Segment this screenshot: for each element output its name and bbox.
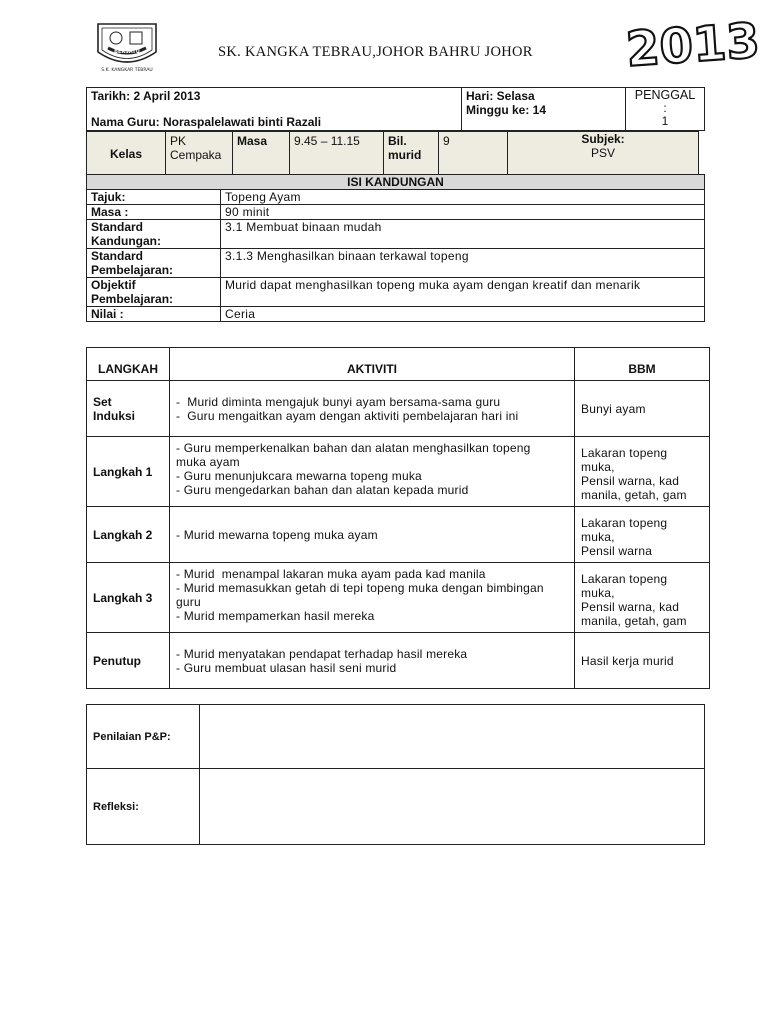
tajuk-label: Tajuk: bbox=[87, 190, 221, 205]
step-label: Langkah 2 bbox=[87, 507, 170, 563]
penilaian-table bbox=[86, 704, 705, 845]
activity-cell bbox=[170, 381, 575, 437]
school-logo bbox=[92, 18, 162, 74]
langkah-header: LANGKAH bbox=[87, 348, 170, 381]
bbm-text: Hasil kerja murid bbox=[575, 633, 710, 689]
penilaian-field[interactable] bbox=[200, 705, 705, 769]
table-row bbox=[87, 437, 710, 507]
refleksi-label: Refleksi: bbox=[87, 769, 200, 845]
standard-kandungan-label: Standard Kandungan: bbox=[87, 220, 221, 249]
refleksi-field[interactable] bbox=[200, 769, 705, 845]
isi-kandungan-table bbox=[86, 174, 705, 322]
activity-cell bbox=[170, 563, 575, 633]
svg-text:2013: 2013 bbox=[624, 12, 762, 78]
standard-pembelajaran-label: Standard Pembelajaran: bbox=[87, 249, 221, 278]
activity-text: - Murid menampal lakaran muka ayam pada kad manila - Murid memasukkan getah di tepi topeng muka dengan bimbingan guru - Murid mempamerkan hasil mereka bbox=[176, 567, 544, 623]
bbm-text: Lakaran topeng muka, Pensil warna bbox=[575, 507, 710, 563]
penggal-colon: : bbox=[663, 101, 667, 115]
subjek-value: PSV bbox=[590, 146, 615, 160]
nilai-value: Ceria bbox=[221, 307, 705, 322]
bbm-text: Lakaran topeng muka, Pensil warna, kad manila, getah, gam bbox=[575, 563, 710, 633]
table-row bbox=[87, 563, 710, 633]
masa-label: Masa bbox=[233, 132, 290, 177]
table-row bbox=[87, 381, 710, 437]
kelas-value: PK Cempaka bbox=[166, 132, 233, 177]
nilai-label: Nilai : bbox=[87, 307, 221, 322]
penilaian-label: Penilaian P&P: bbox=[87, 705, 200, 769]
step-label: Langkah 3 bbox=[87, 563, 170, 633]
activity-cell bbox=[170, 633, 575, 689]
objektif-value: Murid dapat menghasilkan topeng muka ayam dengan kreatif dan menarik bbox=[221, 278, 705, 307]
aktiviti-header: AKTIVITI bbox=[170, 348, 575, 381]
activity-text: - Guru memperkenalkan bahan dan alatan menghasilkan topeng muka ayam - Guru menunjukcara mewarna topeng muka - Guru mengedarkan bahan dan alatan kepada murid bbox=[176, 441, 531, 497]
masa-value: 9.45 – 11.15 bbox=[290, 132, 384, 177]
kelas-label: Kelas bbox=[87, 132, 166, 177]
subjek-label: Subjek: bbox=[581, 132, 625, 146]
step-label: Set Induksi bbox=[87, 381, 170, 437]
activity-text: - Murid mewarna topeng muka ayam bbox=[176, 527, 378, 542]
step-label: Penutup bbox=[87, 633, 170, 689]
tarikh: Tarikh: 2 April 2013 bbox=[91, 89, 201, 103]
objektif-label: Objektif Pembelajaran: bbox=[87, 278, 221, 307]
standard-pembelajaran-value: 3.1.3 Menghasilkan binaan terkawal topeng bbox=[221, 249, 705, 278]
activity-cell bbox=[170, 437, 575, 507]
activity-cell bbox=[170, 507, 575, 563]
bil-murid-value: 9 bbox=[439, 132, 508, 177]
masa-label-row: Masa : bbox=[87, 205, 221, 220]
year-wordart bbox=[624, 12, 762, 78]
table-row bbox=[87, 633, 710, 689]
hari: Hari: Selasa bbox=[466, 89, 535, 103]
subjek-cell bbox=[508, 132, 699, 177]
isi-kandungan-title: ISI KANDUNGAN bbox=[87, 175, 705, 190]
school-name: SK. KANGKA TEBRAU,JOHOR BAHRU JOHOR bbox=[218, 44, 533, 60]
day-week-cell bbox=[462, 88, 626, 131]
bil-murid-label: Bil. murid bbox=[384, 132, 439, 177]
logo-school-name: S.K. KANGKAR TEBRAU bbox=[101, 68, 153, 73]
table-row bbox=[87, 507, 710, 563]
tajuk-value: Topeng Ayam bbox=[221, 190, 705, 205]
logo-motto: BERSATU bbox=[114, 49, 140, 55]
minggu: Minggu ke: 14 bbox=[466, 103, 547, 117]
langkah-table bbox=[86, 347, 710, 689]
penggal-cell bbox=[626, 88, 705, 131]
activity-text: - Murid menyatakan pendapat terhadap hasil mereka - Guru membuat ulasan hasil seni murid bbox=[176, 646, 468, 675]
penggal-label: PENGGAL bbox=[634, 88, 696, 102]
bbm-text: Lakaran topeng muka, Pensil warna, kad manila, getah, gam bbox=[575, 437, 710, 507]
nama-guru: Nama Guru: Noraspalelawati binti Razali bbox=[91, 115, 322, 129]
date-teacher-cell bbox=[87, 88, 462, 131]
info-table bbox=[86, 87, 705, 131]
bbm-text: Bunyi ayam bbox=[575, 381, 710, 437]
activity-text: - Murid diminta mengajuk bunyi ayam bersama-sama guru - Guru mengaitkan ayam dengan aktiviti pembelajaran hari ini bbox=[176, 394, 519, 423]
class-table bbox=[86, 131, 699, 177]
penggal-value: 1 bbox=[661, 114, 669, 128]
bbm-header: BBM bbox=[575, 348, 710, 381]
standard-kandungan-value: 3.1 Membuat binaan mudah bbox=[221, 220, 705, 249]
step-label: Langkah 1 bbox=[87, 437, 170, 507]
masa-value-row: 90 minit bbox=[221, 205, 705, 220]
